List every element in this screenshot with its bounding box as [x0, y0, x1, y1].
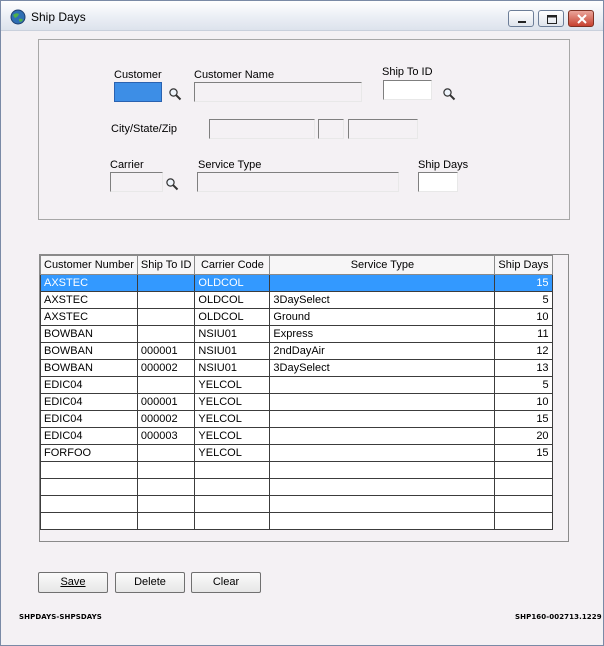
column-header-ship-to-id[interactable]: Ship To ID — [137, 256, 195, 275]
cell-ship-days[interactable]: 11 — [495, 326, 552, 343]
save-button-label: Save — [60, 576, 86, 588]
column-header-ship-days[interactable]: Ship Days — [495, 256, 552, 275]
cell-customer-number[interactable]: BOWBAN — [41, 326, 138, 343]
cell-service-type[interactable]: 3DaySelect — [270, 292, 495, 309]
cell-service-type[interactable] — [270, 445, 495, 462]
cell-ship-days[interactable]: 15 — [495, 411, 552, 428]
city-state-zip-label: City/State/Zip — [111, 123, 178, 135]
cell-ship-days[interactable]: 5 — [495, 292, 552, 309]
customer-label: Customer — [114, 69, 162, 81]
table-row[interactable] — [41, 326, 553, 343]
delete-button-label: Delete — [134, 576, 166, 588]
ship-to-id-field[interactable] — [383, 80, 432, 100]
cell-service-type[interactable] — [270, 496, 495, 513]
customer-lookup-icon[interactable] — [168, 87, 182, 101]
minimize-button[interactable] — [508, 10, 534, 27]
cell-ship-days[interactable]: 13 — [495, 360, 552, 377]
ship-days-label: Ship Days — [418, 159, 469, 171]
carrier-field[interactable] — [110, 172, 163, 192]
delete-button[interactable] — [115, 572, 185, 593]
customer-name-label: Customer Name — [194, 69, 275, 81]
maximize-button[interactable] — [538, 10, 564, 27]
footer-program-id: SHPDAYS-SHPSDAYS — [19, 613, 102, 621]
cell-service-type[interactable] — [270, 275, 495, 292]
cell-ship-to-id[interactable] — [137, 445, 195, 462]
column-header-carrier-code[interactable]: Carrier Code — [195, 256, 270, 275]
cell-carrier-code[interactable]: OLDCOL — [195, 309, 270, 326]
table-row[interactable] — [41, 394, 553, 411]
close-button[interactable] — [568, 10, 594, 27]
cell-carrier-code[interactable]: YELCOL — [195, 411, 270, 428]
cell-ship-to-id[interactable]: 000002 — [137, 360, 195, 377]
close-icon — [569, 11, 595, 28]
table-row[interactable] — [41, 479, 553, 496]
customer-field[interactable] — [114, 82, 162, 102]
cell-service-type[interactable]: Express — [270, 326, 495, 343]
cell-service-type[interactable] — [270, 411, 495, 428]
cell-service-type[interactable]: 2ndDayAir — [270, 343, 495, 360]
cell-ship-to-id[interactable] — [137, 377, 195, 394]
cell-service-type[interactable] — [270, 513, 495, 530]
cell-ship-days[interactable]: 5 — [495, 377, 552, 394]
ship-days-table — [40, 255, 553, 530]
cell-customer-number[interactable]: AXSTEC — [41, 275, 138, 292]
cell-carrier-code[interactable]: NSIU01 — [195, 343, 270, 360]
table-row[interactable] — [41, 411, 553, 428]
cell-customer-number[interactable]: BOWBAN — [41, 360, 138, 377]
grid-header-row — [41, 256, 553, 275]
cell-customer-number[interactable]: EDIC04 — [41, 411, 138, 428]
cell-service-type[interactable]: 3DaySelect — [270, 360, 495, 377]
clear-button-label: Clear — [212, 576, 240, 588]
cell-customer-number[interactable] — [41, 513, 138, 530]
carrier-label: Carrier — [110, 159, 144, 171]
app-globe-icon — [10, 9, 26, 25]
table-row[interactable] — [41, 513, 553, 530]
cell-ship-days[interactable]: 15 — [495, 445, 552, 462]
cell-service-type[interactable] — [270, 394, 495, 411]
cell-ship-days[interactable] — [495, 496, 552, 513]
footer-version: SHP160-002713.1229 — [515, 613, 602, 621]
cell-ship-to-id[interactable]: 000001 — [137, 394, 195, 411]
cell-ship-days[interactable] — [495, 479, 552, 496]
ship-days-grid[interactable] — [39, 254, 569, 542]
city-field[interactable] — [209, 119, 315, 139]
table-row[interactable] — [41, 377, 553, 394]
table-row[interactable] — [41, 292, 553, 309]
cell-ship-days[interactable]: 20 — [495, 428, 552, 445]
ship-days-field[interactable] — [418, 172, 458, 192]
cell-service-type[interactable] — [270, 428, 495, 445]
cell-ship-to-id[interactable] — [137, 462, 195, 479]
cell-ship-days[interactable] — [495, 513, 552, 530]
cell-customer-number[interactable]: EDIC04 — [41, 428, 138, 445]
cell-ship-days[interactable]: 10 — [495, 309, 552, 326]
cell-customer-number[interactable]: BOWBAN — [41, 343, 138, 360]
cell-carrier-code[interactable]: NSIU01 — [195, 360, 270, 377]
cell-ship-to-id[interactable] — [137, 326, 195, 343]
cell-carrier-code[interactable]: OLDCOL — [195, 275, 270, 292]
ship-to-id-label: Ship To ID — [382, 66, 433, 78]
cell-ship-to-id[interactable] — [137, 513, 195, 530]
cell-ship-to-id[interactable] — [137, 292, 195, 309]
service-type-field[interactable] — [197, 172, 399, 192]
cell-carrier-code[interactable] — [195, 513, 270, 530]
table-row[interactable] — [41, 428, 553, 445]
cell-carrier-code[interactable]: YELCOL — [195, 394, 270, 411]
cell-ship-to-id[interactable]: 000003 — [137, 428, 195, 445]
title-bar[interactable] — [1, 1, 603, 31]
cell-service-type[interactable]: Ground — [270, 309, 495, 326]
cell-carrier-code[interactable] — [195, 496, 270, 513]
table-row[interactable] — [41, 462, 553, 479]
cell-ship-days[interactable]: 10 — [495, 394, 552, 411]
clear-button[interactable] — [191, 572, 261, 593]
cell-customer-number[interactable]: EDIC04 — [41, 377, 138, 394]
cell-carrier-code[interactable]: YELCOL — [195, 445, 270, 462]
table-row[interactable] — [41, 343, 553, 360]
cell-ship-to-id[interactable] — [137, 275, 195, 292]
cell-customer-number[interactable]: AXSTEC — [41, 292, 138, 309]
cell-carrier-code[interactable]: YELCOL — [195, 377, 270, 394]
grid-body — [41, 275, 553, 530]
cell-customer-number[interactable] — [41, 462, 138, 479]
cell-ship-days[interactable] — [495, 462, 552, 479]
cell-ship-days[interactable]: 12 — [495, 343, 552, 360]
column-header-customer-number[interactable]: Customer Number — [41, 256, 138, 275]
window-title: Ship Days — [31, 10, 86, 24]
cell-carrier-code[interactable]: OLDCOL — [195, 292, 270, 309]
table-row[interactable] — [41, 360, 553, 377]
cell-customer-number[interactable]: AXSTEC — [41, 309, 138, 326]
column-header-service-type[interactable]: Service Type — [270, 256, 495, 275]
state-field[interactable] — [318, 119, 344, 139]
table-row[interactable] — [41, 275, 553, 292]
cell-ship-to-id[interactable] — [137, 496, 195, 513]
table-row[interactable] — [41, 445, 553, 462]
cell-ship-to-id[interactable]: 000001 — [137, 343, 195, 360]
customer-name-field[interactable] — [194, 82, 362, 102]
table-row[interactable] — [41, 496, 553, 513]
minimize-icon — [509, 11, 535, 28]
cell-ship-to-id[interactable] — [137, 479, 195, 496]
zip-field[interactable] — [348, 119, 418, 139]
carrier-lookup-icon[interactable] — [165, 177, 179, 191]
cell-customer-number[interactable] — [41, 479, 138, 496]
cell-ship-to-id[interactable] — [137, 309, 195, 326]
service-type-label: Service Type — [198, 159, 262, 171]
cell-customer-number[interactable]: EDIC04 — [41, 394, 138, 411]
cell-ship-days[interactable]: 15 — [495, 275, 552, 292]
cell-carrier-code[interactable] — [195, 479, 270, 496]
cell-service-type[interactable] — [270, 479, 495, 496]
cell-service-type[interactable] — [270, 377, 495, 394]
cell-ship-to-id[interactable]: 000002 — [137, 411, 195, 428]
cell-carrier-code[interactable]: YELCOL — [195, 428, 270, 445]
cell-customer-number[interactable] — [41, 496, 138, 513]
table-row[interactable] — [41, 309, 553, 326]
cell-carrier-code[interactable]: NSIU01 — [195, 326, 270, 343]
ship-to-id-lookup-icon[interactable] — [442, 87, 456, 101]
cell-carrier-code[interactable] — [195, 462, 270, 479]
save-button[interactable] — [38, 572, 108, 593]
cell-service-type[interactable] — [270, 462, 495, 479]
maximize-icon — [539, 11, 565, 28]
cell-customer-number[interactable]: FORFOO — [41, 445, 138, 462]
